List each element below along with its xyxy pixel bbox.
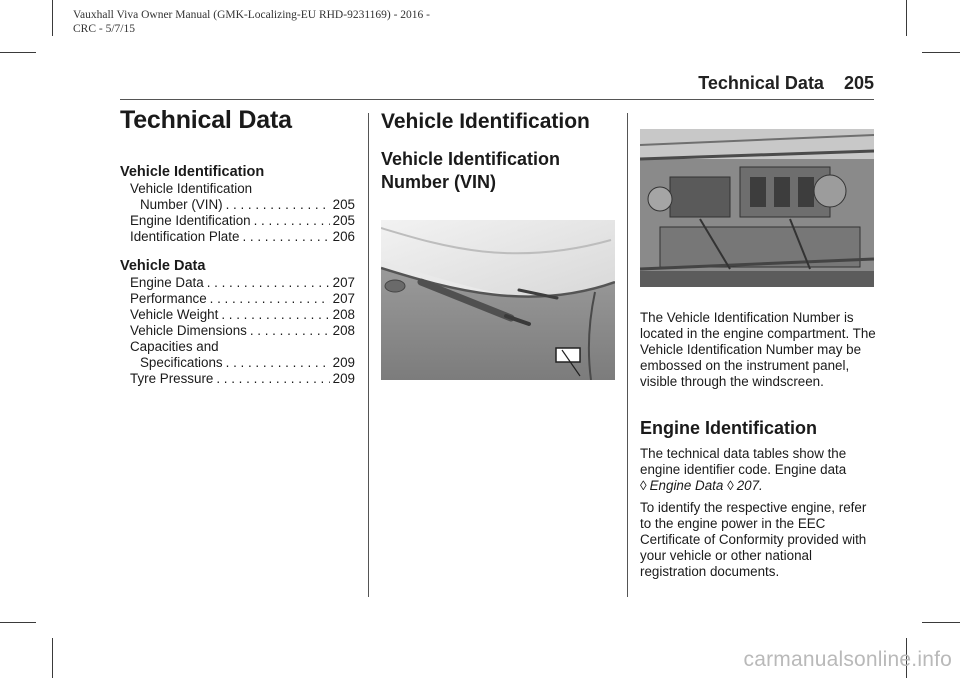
engine-compartment-photo bbox=[640, 129, 874, 287]
toc-entry-page: 209 bbox=[332, 355, 355, 370]
toc-entry-page: 205 bbox=[332, 197, 355, 212]
toc-entry-page: 205 bbox=[332, 213, 355, 228]
vin-paragraph: The Vehicle Identification Number is located in the engine compartment. The Vehicle Identification Number may be embossed on the instrument panel, visible through the windscreen. bbox=[640, 310, 876, 389]
dot-leader bbox=[216, 371, 329, 387]
crop-mark bbox=[906, 0, 907, 36]
cross-reference-icon: ◊ bbox=[640, 478, 647, 493]
meta-line-2: CRC - 5/7/15 bbox=[73, 23, 135, 35]
toc-entry-label: Performance bbox=[130, 291, 207, 306]
dot-leader bbox=[226, 197, 330, 213]
toc-entry-label: Vehicle Dimensions bbox=[130, 323, 247, 338]
cross-reference-link[interactable]: Engine Data bbox=[649, 478, 724, 493]
toc-entry-engine-identification[interactable] bbox=[120, 213, 355, 229]
vin-windscreen-photo bbox=[381, 220, 615, 380]
toc-entry-identification-plate[interactable] bbox=[120, 229, 355, 245]
toc-entry-tyre-pressure[interactable] bbox=[120, 371, 355, 387]
cross-reference-icon: ◊ bbox=[727, 478, 734, 493]
crop-mark bbox=[922, 622, 960, 623]
toc-entry-page: 207 bbox=[332, 275, 355, 290]
toc-entry-page: 206 bbox=[332, 229, 355, 244]
crop-mark bbox=[0, 622, 36, 623]
dot-leader bbox=[226, 355, 330, 371]
dot-leader bbox=[210, 291, 330, 307]
crop-mark bbox=[52, 638, 53, 678]
toc-entry-page: 207 bbox=[332, 291, 355, 306]
crop-mark bbox=[52, 0, 53, 36]
engine-paragraph-2: To identify the respective engine, refer to the engine power in the EEC Certificate of Conformity provided with your vehicle or other national registration documents. bbox=[640, 500, 867, 579]
toc-entry-page: 208 bbox=[332, 323, 355, 338]
toc-entry-label: Vehicle Weight bbox=[130, 307, 219, 322]
running-title: Technical Data bbox=[698, 73, 824, 93]
toc-entry-vin[interactable] bbox=[120, 181, 355, 213]
toc-entry-label: Capacities and bbox=[130, 339, 219, 354]
crop-mark bbox=[0, 52, 36, 53]
toc-entry-label: Tyre Pressure bbox=[130, 371, 214, 386]
toc-entry-engine-data[interactable] bbox=[120, 275, 355, 291]
dot-leader bbox=[221, 307, 329, 323]
dot-leader bbox=[250, 323, 330, 339]
meta-line-1: Vauxhall Viva Owner Manual (GMK-Localizing-EU RHD-9231169) - 2016 - bbox=[73, 9, 431, 21]
engine-paragraph-1: The technical data tables show the engine identifier code. Engine data ◊ Engine Data ◊ 207. bbox=[640, 446, 847, 493]
header-rule bbox=[120, 99, 874, 100]
toc-entry-label: Identification Plate bbox=[130, 229, 240, 244]
section-heading: Vehicle Identification bbox=[381, 110, 590, 133]
subsection-heading: Vehicle Identification Number (VIN) bbox=[381, 149, 561, 192]
toc-section-heading: Vehicle Identification bbox=[120, 164, 265, 180]
toc-entry-label: Number (VIN) bbox=[140, 197, 223, 212]
column-separator bbox=[368, 113, 369, 597]
toc-entry-label: Engine Data bbox=[130, 275, 204, 290]
toc-entry-label: Specifications bbox=[140, 355, 223, 370]
toc-entry-label: Engine Identification bbox=[130, 213, 251, 228]
watermark: carmanualsonline.info bbox=[743, 648, 952, 671]
toc-entry-performance[interactable] bbox=[120, 291, 355, 307]
engine-identification-heading: Engine Identification bbox=[640, 418, 818, 438]
toc-entry-page: 209 bbox=[332, 371, 355, 386]
toc-section-heading: Vehicle Data bbox=[120, 258, 206, 274]
document-meta bbox=[73, 8, 553, 36]
crop-mark bbox=[922, 52, 960, 53]
toc-entry-vehicle-dimensions[interactable] bbox=[120, 323, 355, 339]
toc-entry-vehicle-weight[interactable] bbox=[120, 307, 355, 323]
table-of-contents bbox=[120, 163, 355, 387]
dot-leader bbox=[242, 229, 329, 245]
running-head bbox=[698, 73, 874, 94]
toc-entry-capacities[interactable] bbox=[120, 339, 355, 371]
chapter-title: Technical Data bbox=[120, 106, 292, 134]
cross-reference-page[interactable]: 207 bbox=[736, 478, 760, 493]
toc-entry-page: 208 bbox=[332, 307, 355, 322]
page-number: 205 bbox=[843, 73, 874, 93]
toc-entry-label: Vehicle Identification bbox=[130, 181, 253, 196]
dot-leader bbox=[207, 275, 330, 291]
dot-leader bbox=[254, 213, 330, 229]
column-separator bbox=[627, 113, 628, 597]
engine-paragraph-1-text: The technical data tables show the engine identifier code. Engine data bbox=[640, 446, 847, 477]
